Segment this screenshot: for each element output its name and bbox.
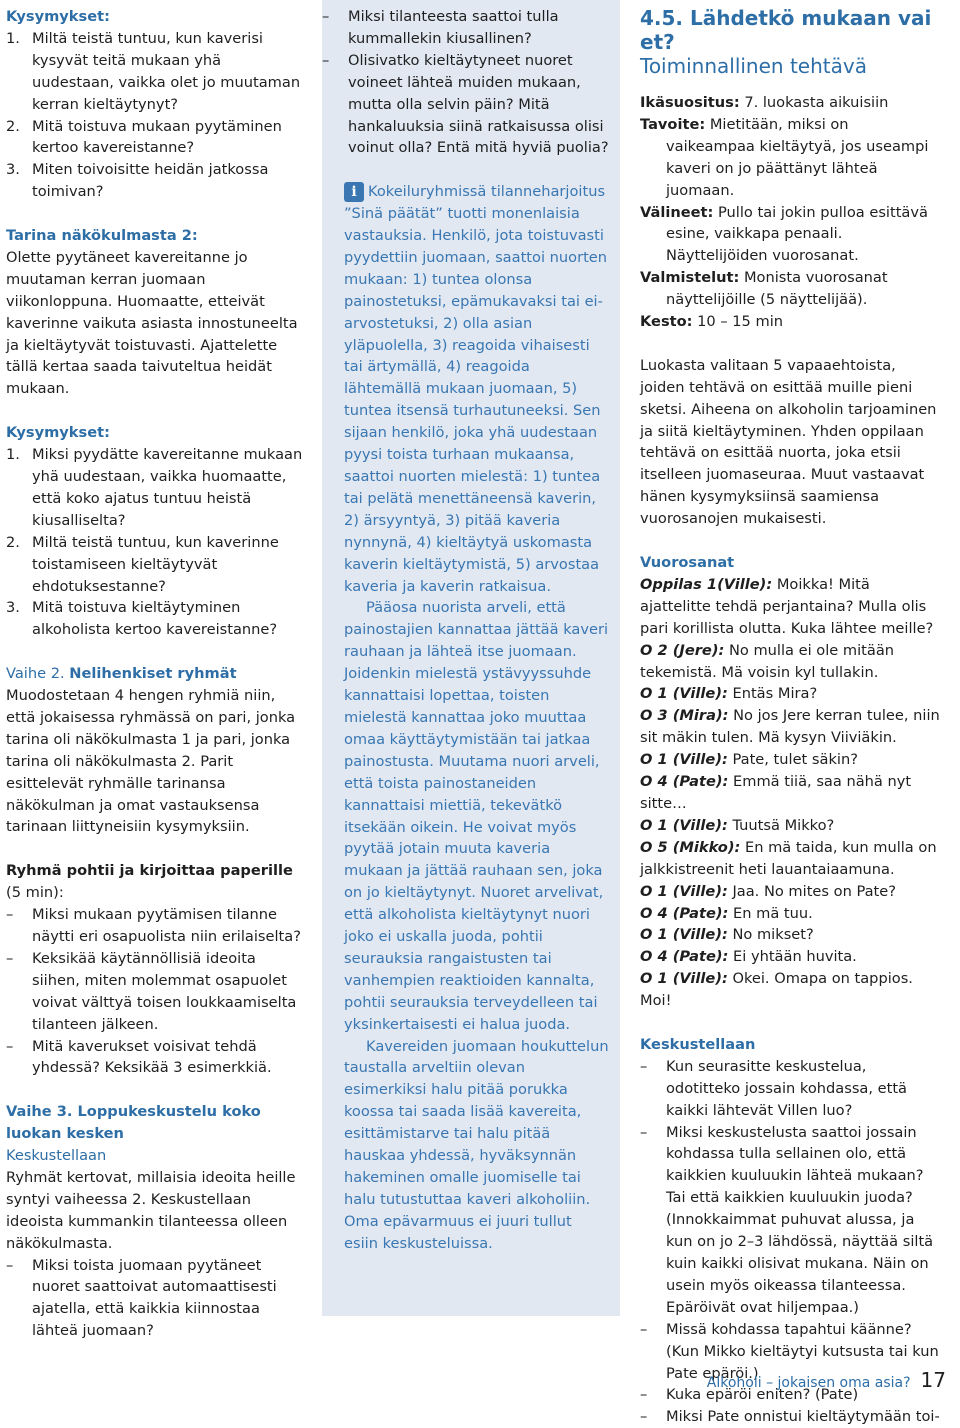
list-item: – Miksi Pate onnistui kieltäytymään toi- (640, 1408, 940, 1426)
story-2-title: Tarina näkökulmasta 2: (6, 227, 198, 245)
questions-heading: Kysymykset: (6, 8, 110, 25)
group-task-list (6, 904, 306, 1079)
list-item: – Miksi toista juomaan pyytäneet nuoret saattoivat automaattisesti ajatella, että kaikkia kiinnostaa lähteä juomaan? (6, 1256, 277, 1340)
page-number: 17 (920, 1368, 946, 1393)
meta-row: Valmistelut: Monista vuorosanat näyttelijöille (5 näyttelijää). (640, 269, 888, 309)
dialogue-line: O 1 (Ville): No mikset? (640, 926, 814, 944)
list-item: 3. Mitä toistuva kieltäytyminen alkoholista kertoo kavereistanne? (6, 599, 278, 639)
story-2-text: Olette pyytäneet kavereitanne jo muutaman kerran juomaan viikonloppuna. Huomaatte, etteivät kaverinne vaikuta asiasta innostuneelta ja kieltäytyvät toistuvasti. Ajattelette tällä kertaa saada taivuteltua heidät mukaan. (6, 248, 298, 398)
phase-3-heading: Vaihe 3. Loppukeskustelu koko luokan kesken (6, 1103, 261, 1143)
meta-row: Ikäsuositus: 7. luokasta aikuisiin (640, 94, 889, 111)
question-list-2 (6, 444, 306, 641)
info-box-paragraph: Pääosa nuorista arveli, että painostajien kannattaa jättää kaveri rauhaan ja lähteä itse juomaan. Joidenkin mielestä ystävyyssuhde kannattaisi lopettaa, toisten mielestä kannattaa joko muuttaa omaa käyttäytymistään tai jatkaa painostusta. Muutama nuori arveli, että toista painostaneiden kannattaisi miettiä, tekevätkö itsekään oikein. He voivat myös pyytää jotain muuta kaveria mukaan ja jättää rauhaan sen, joka on jo kieltäytynyt. Nuoret arvelivat, että alkoholista kieltäytynyt nuori joko ei uskalla juoda, pohtii seurauksia rangaistusten tai vanhempien reaktioiden kannalta, pohtii seurauksia terveydelleen tai yksinkertaisesti ei halua juoda. (344, 599, 609, 1033)
footer-title: Alkoholi – jokaisen oma asia? (706, 1375, 911, 1392)
group-task-time: (5 min): (6, 884, 64, 902)
phase-2-text: Muodostetaan 4 hengen ryhmiä niin, että jokaisessa ryhmässä on pari, jonka tarina oli näkökulmasta 1 ja pari, jonka tarina oli näkökulmasta 2. Parit esittelevät ryhmälle tarinansa näkökulman ja omat vastauksensa tarinaan liittyneisiin kysymyksiin. (6, 687, 296, 836)
dialogue-line: O 4 (Pate): Emmä tiiä, saa nähä nyt sitte… (640, 773, 912, 812)
phase-3-subheading: Keskustellaan (6, 1147, 107, 1165)
list-item: – Missä kohdassa tapahtui käänne? (Kun Mikko kieltäytyi kutsusta tai kun Pate epäröi.) (640, 1320, 939, 1382)
script-dialogue (640, 574, 940, 1012)
dialogue-line: O 1 (Ville): Pate, tulet säkin? (640, 751, 858, 769)
discussion-title: Keskustellaan (640, 1035, 756, 1053)
list-item: – Keksikää käytännöllisiä ideoita siihen, miten molemmat osapuolet voivat välttyä toisen loukkaamiselta tilanteen jälkeen. (6, 949, 297, 1033)
dialogue-line: O 1 (Ville): Tuutsä Mikko? (640, 816, 835, 834)
column-middle (322, 6, 620, 1255)
phase-3-text: Ryhmät kertovat, millaisia ideoita heille syntyi vaiheessa 2. Keskustellaan ideoista kummankin tilanteessa olleen näkökulmasta. (6, 1168, 296, 1252)
list-item: – Mitä kaverukset voisivat tehdä yhdessä? Keksikää 3 esimerkkiä. (6, 1037, 272, 1077)
script-title: Vuorosanat (640, 554, 735, 571)
dialogue-line: O 1 (Ville): Jaa. No mites on Pate? (640, 882, 896, 900)
list-item: – Olisivatko kieltäytyneet nuoret voineet lähteä muiden mukaan, mutta olla selvin päin? Mitä hankaluuksia siinä ratkaisussa olisi voinut olla? Entä mitä hyviä puolia? (322, 51, 609, 157)
section-subtitle: Toiminnallinen tehtävä (640, 54, 867, 78)
discussion-list (322, 6, 620, 159)
list-item: 1. Miksi pyydätte kavereitanne mukaan yhä uudestaan, vaikka huomaatte, että koko ajatus tuntuu heistä kiusalliselta? (6, 446, 303, 529)
info-box-title: i Kokeiluryhmissä tilanneharjoitus ”Sinä päätät” tuotti monenlaisia vastauksia. Henkilö, jota toistuvasti pyydettiin juomaan, saattoi nuorten mukaan: 1) tuntea olonsa painostetuksi, epämukavaksi tai ei-arvostetuksi, 2) olla asian yläpuolella, 3) reagoida vihaisesti tai ärtymällä, 4) reagoida lähtemällä mukaan juomaan, 5) tuntea itsensä turhautuneeksi. Sen sijaan henkilö, joka yhä uudestaan pyysi toista turhaan mukaansa, saattoi nuorten mielestä: 1) tuntea tai pelätä menettäneensä kaverin, 2) ärsyyntyä, 3) pitää kaveria nynnynä, 4) kieltäytyä uskomasta kaverin kieltäytymistä, 5) arvostaa kaveria ja kaverin ratkaisua. (344, 183, 608, 595)
list-item: 1. Miltä teistä tuntuu, kun kaverisi kysyvät teitä mukaan yhä uudestaan, vaikka olet jo muutaman kerran kieltäytynyt? (6, 29, 301, 113)
list-item: – Miksi tilanteesta saattoi tulla kummallekin kiusallinen? (322, 8, 559, 47)
list-item: 2. Miltä teistä tuntuu, kun kaverinne toistamiseen kieltäytyvät ehdotuksestanne? (6, 533, 279, 595)
meta-row: Tavoite: Mietitään, miksi on vaikeampaa kieltäytyä, jos useampi kaveri on jo päättänyt lähteä juomaan. (640, 115, 929, 199)
dialogue-line: O 3 (Mira): No jos Jere kerran tulee, niin sit mäkin tulen. Mä kysyn Viiviäkin. (640, 707, 940, 747)
task-intro: Luokasta valitaan 5 vapaaehtoista, joiden tehtävä on esittää muille pieni sketsi. Aiheena on alkoholin tarjoaminen ja siitä kieltäytyminen. Yhden oppilaan tehtävä on esittää nuorta, joka etsii itselleen juomaseuraa. Muut vastaavat hänen kysymyksiinsä saamiensa vuorosanojen mukaisesti. (640, 356, 937, 528)
section-title: 4.5. Lähdetkö mukaan vai et? (640, 6, 932, 54)
list-item: – Kun seurasitte keskustelua, odotitteko jossain kohdassa, että kaikki lähtevät Villen luo? (640, 1057, 908, 1119)
phase-3-list (6, 1255, 306, 1343)
info-icon: i (344, 182, 364, 202)
list-item: – Miksi keskustelusta saattoi jossain kohdassa tulla sellainen olo, että kaikkien kuuluukin lähteä mukaan? Tai että kaikkien kuuluukin juoda? (Innokkaimmat puhuvat alussa, ja kun on jo 2–3 lähdössä, näyttää siltä kuin kaikki olisivat mukana. Näin on usein myös oikeassa tilanteessa. Epäröivät ovat hiljempaa.) (640, 1123, 934, 1316)
dialogue-line: O 2 (Jere): No mulla ei ole mitään tekemistä. Mä voisin kyl tullakin. (640, 641, 895, 681)
list-item: 3. Miten toivoisitte heidän jatkossa toimivan? (6, 161, 269, 201)
column-left (6, 6, 306, 1342)
phase-2-heading: Vaihe 2. Nelihenkiset ryhmät (6, 665, 237, 683)
info-box-paragraph: Kavereiden juomaan houkuttelun taustalla arveltiin olevan esimerkiksi halu pitää porukka koossa tai saada lisää kavereita, esittämistarve tai halu pitää hauskaa yhdessä, hyväksynnän hakeminen omalle juomiselle tai halu tutustuttaa kaveri alkoholiin. Oma epävarmuus ei juuri tullut esiin keskusteluissa. (344, 1037, 609, 1252)
group-task-heading: Ryhmä pohtii ja kirjoittaa paperille (6, 862, 293, 880)
info-box (322, 181, 620, 1254)
list-item: – Miksi mukaan pyytämisen tilanne näytti eri osapuolista niin erilaiselta? (6, 906, 301, 945)
dialogue-line: O 1 (Ville): Entäs Mira? (640, 685, 818, 703)
list-item: 2. Mitä toistuva mukaan pyytäminen kertoo kavereistanne? (6, 117, 282, 157)
dialogue-line: O 4 (Pate): Ei yhtään huvita. (640, 948, 857, 966)
dialogue-line: O 5 (Mikko): En mä taida, kun mulla on jalkkistreenit heti lauantaiaamuna. (640, 838, 937, 878)
meta-row: Välineet: Pullo tai jokin pulloa esittävä esine, vaikkapa penaali. Näyttelijöiden vuorosanat. (640, 203, 928, 265)
dialogue-line: O 4 (Pate): En mä tuu. (640, 904, 813, 922)
question-list-1 (6, 28, 306, 203)
dialogue-line: O 1 (Ville): Okei. Omapa on tappios. Moi! (640, 970, 913, 1010)
meta-row: Kesto: 10 – 15 min (640, 313, 783, 331)
column-right (640, 6, 940, 1428)
questions-heading: Kysymykset: (6, 424, 110, 442)
list-item: – Kuka epäröi eniten? (Pate) (640, 1386, 859, 1404)
task-meta (640, 92, 940, 333)
dialogue-line: Oppilas 1(Ville): Moikka! Mitä ajattelitte tehdä perjantaina? Mulla olis pari korillista olutta. Kuka lähtee meille? (640, 575, 934, 637)
page-footer (707, 1370, 946, 1395)
